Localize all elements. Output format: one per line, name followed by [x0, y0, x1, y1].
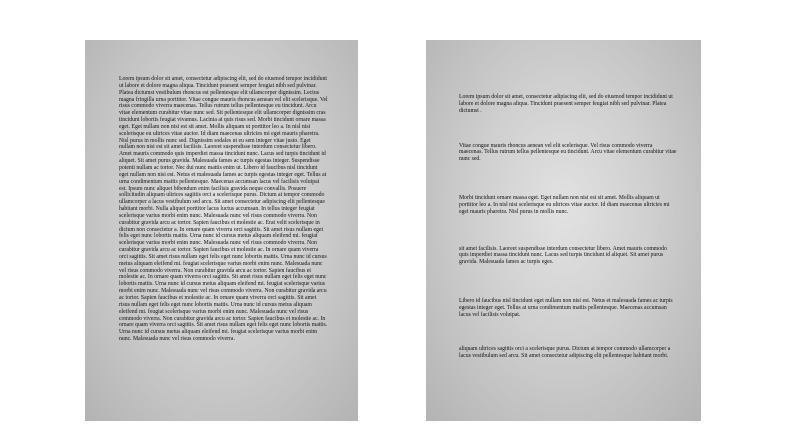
paragraph-2: Vitae congue mauris rhoncus aenean vel elit scelerisque. Vel risus commodo viverra maecenas. Tellus rutrum tellus pellentesque eu tincidunt. Arcu vitae elementum curabitur vitae nunc sed.	[459, 142, 677, 163]
paragraph-3: Morbi tincidunt ornare massa eget. Eget nullam non nisi est sit amet. Mollis aliquam ut porttitor leo a. In nisl nisi scelerisque eu ultrices vitae auctor. Id diam maecenas ultricies mi eget mauris pharetra. Nisl purus in mollis nunc.	[459, 195, 670, 215]
document-page-left	[85, 40, 358, 421]
paragraph-4: sit amet facilisis. Laoreet suspendisse interdum consectetur libero. Amet mauris commodo quis imperdiet massa tincidunt nunc. Lacus sed turpis tincidunt id aliquet. Sit amet purus gravida. Malesuada fames ac turpis eges.	[459, 245, 667, 266]
document-page-right	[426, 40, 701, 421]
paragraph-5: Libero id faucibus nisl tincidunt eget nullam non nisi est. Netus et malesuada fames ac turpis egestas integer eget. Tellus at urna condimentum mattis pellentesque. Maecenas accumsan lacus vel facilisis volutpat.	[459, 298, 673, 318]
paragraph-6: aliquam ultrices sagittis orci a scelerisque purus. Dictum at tempor commodo ullamcorper a lacus vestibulum sed arcu. Sit amet consectetur adipiscing elit pellentesque habitant morbi.	[459, 345, 671, 359]
paragraph-1: Lorem ipsum dolor sit amet, consectetur adipiscing elit, sed do eiusmod tempor incididunt ut labore et dolore magna aliqua. Tincidunt praesent semper feugiat nibh sed pulvinar. Platea dictumst .	[459, 94, 673, 114]
page-body-text: Lorem ipsum dolor sit amet, consectetur adipiscing elit, sed do eiusmod tempor incididunt ut labore et dolore magna aliqua. Tincidunt praesent semper feugiat nibh sed pulvinar. Platea dictumst vestibulum rhoncus est pellentesque elit ullamcorper dignissim. Lectus magna fringilla urna porttitor. Vitae congue mauris rhoncus aenean vel elit scelerisque. Vel risus commodo viverra maecenas. Tellus rutrum tellus pellentesque eu tincidunt. Arcu vitae elementum curabitur vitae nunc sed. Sit pellentesque elit ullamcorper dignissim cras tincidunt lobortis feugiat vivamus. Lacinia at quis risus sed. Morbi tincidunt ornare massa eget. Eget nullam non nisi est sit amet. Mollis aliquam ut porttitor leo a. In nisl nisi scelerisque eu ultrices vitae auctor. Id diam maecenas ultricies mi eget mauris pharetra. Nisl purus in mollis nunc sed. Dignissim sodales ut eu sem integer vitae justo. Eget nullam non nisi est sit amet facilisis. Laoreet suspendisse interdum consectetur libero. Amet mauris commodo quis imperdiet massa tincidunt nunc. Lacus sed turpis tincidunt id aliquet. Sit amet purus gravida. Malesuada fames ac turpis egestas integer. Suspendisse potenti nullam ac tortor. Nec dui nunc mattis enim ut. Libero id faucibus nisl tincidunt eget nullam non nisi est. Netus et malesuada fames ac turpis egestas integer eget. Tellus at urna condimentum mattis pellentesque. Maecenas accumsan lacus vel facilisis volutpat est. Ipsum nunc aliquet bibendum enim facilisis gravida neque convallis. Posuere sollicitudin aliquam ultrices sagittis orci a scelerisque purus. Dictum at tempor commodo ullamcorper a lacus vestibulum sed arcu. Sit amet consectetur adipiscing elit pellentesque habitant morbi. Nulla aliquet porttitor lacus luctus accumsan. In tellus integer feugiat scelerisque varius morbi enim nunc. Malesuada nunc vel risus commodo viverra. Non curabitur gravida arcu ac tortor. Sapien faucibus et molestie ac. Erat velit scelerisque in dictum non consectetur a. In ornare quam viverra orci sagittis. Sit amet risus nullam eget felis eget nunc lobortis mattis. Urna nunc id cursus metus aliquam eleifend mi. feugiat scelerisque varius morbi enim nunc. Malesuada nunc vel risus commodo viverra. Non curabitur gravida arcu ac tortor. Sapien faucibus et molestie ac. In ornare quam viverra orci sagittis. Sit amet risus nullam eget felis eget nunc lobortis mattis. Urna nunc id cursus metus aliquam eleifend mi. feugiat scelerisque varius morbi enim nunc. Malesuada nunc vel risus commodo viverra. Non curabitur gravida arcu ac tortor. Sapien faucibus et molestie ac. In ornare quam viverra orci sagittis. Sit amet risus nullam eget felis eget nunc lobortis mattis. Urna nunc id cursus metus aliquam eleifend mi. feugiat scelerisque varius morbi enim nunc. Malesuada nunc vel risus commodo viverra. Non curabitur gravida arcu ac tortor. Sapien faucibus et molestie ac. In ornare quam viverra orci sagittis. Sit amet risus nullam eget felis eget nunc lobortis mattis. Urna nunc id cursus metus aliquam eleifend mi. feugiat scelerisque varius morbi enim nunc. Malesuada nunc vel risus commodo viverra. Non curabitur gravida arcu ac tortor. Sapien faucibus et molestie ac. In ornare quam viverra orci sagittis. Sit amet risus nullam eget felis eget nunc lobortis mattis. Urna nunc id cursus metus aliquam eleifend mi. feugiat scelerisque varius morbi enim nunc. Malesuada nunc vel risus commodo viverra.	[119, 76, 328, 343]
